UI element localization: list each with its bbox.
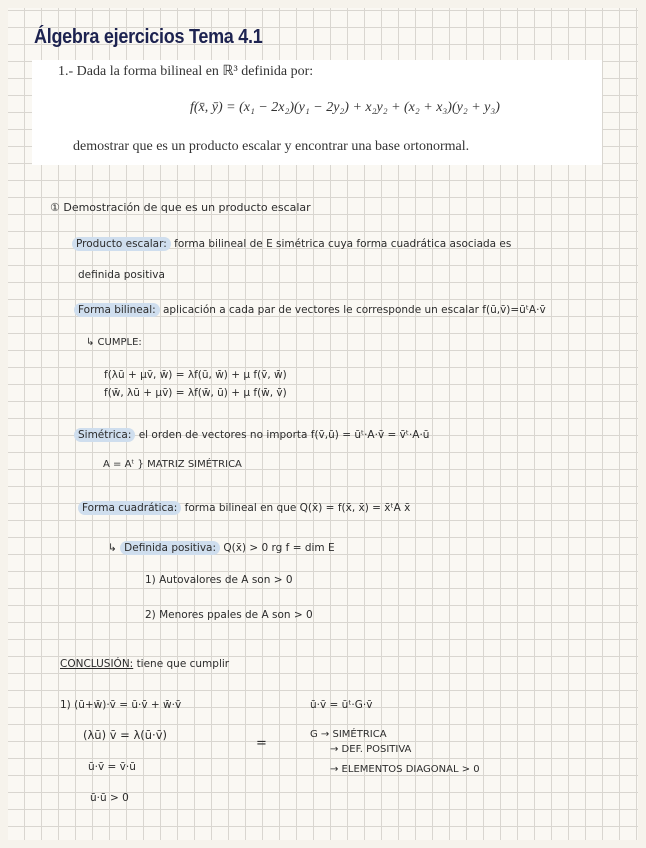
- problem-intro: 1.- Dada la forma bilineal en ℝ³ definida por:: [58, 64, 314, 79]
- simetrica-text: el orden de vectores no importa f(v̄,ū) = ūᵗ·A·v̄ = v̄ᵗ·A·ū: [138, 429, 430, 441]
- definida-positiva-text: Q(x̄) > 0 rg f = dim E: [223, 542, 335, 554]
- conclusion-eq-3: ū·v̄ = v̄·ū: [88, 761, 136, 773]
- cumple-formula-2: f(w̄, λū + μv̄) = λf(w̄, ū) + μ f(w̄, v̄): [104, 387, 287, 399]
- conclusion-text: tiene que cumplir: [136, 658, 230, 670]
- condition-1: 1) Autovalores de A son > 0: [145, 574, 293, 586]
- forma-cuadratica-label: Forma cuadrática:: [78, 501, 181, 515]
- arrow-icon: ↳: [108, 542, 117, 554]
- producto-escalar-text: forma bilineal de E simétrica cuya forma cuadrática asociada es: [174, 238, 512, 250]
- conclusion-eq-1: 1) (ū+w̄)·v̄ = ū·v̄ + w̄·v̄: [60, 699, 182, 711]
- condition-2: 2) Menores ppales de A son > 0: [145, 609, 313, 621]
- conclusion-label: CONCLUSIÓN:: [60, 658, 134, 670]
- right-eq-3: → DEF. POSITIVA: [330, 744, 412, 755]
- forma-bilineal-text: aplicación a cada par de vectores le corresponde un escalar f(ū,v̄)=ūᵗA·v̄: [163, 304, 546, 316]
- equals-sign: =: [256, 736, 267, 751]
- definida-positiva-label: Definida positiva:: [120, 541, 220, 555]
- cumple-formula-1: f(λū + μv̄, w̄) = λf(ū, w̄) + μ f(v̄, w̄): [104, 369, 287, 381]
- right-eq-2: G → SIMÉTRICA: [310, 729, 387, 740]
- producto-escalar-text-2: definida positiva: [78, 269, 165, 281]
- forma-cuadratica-text: forma bilineal en que Q(x̄) = f(x̄, x̄) = x̄ᵗA x̄: [184, 502, 411, 514]
- cumple-label: ↳ CUMPLE:: [86, 337, 142, 348]
- problem-task: demostrar que es un producto escalar y encontrar una base ortonormal.: [73, 139, 470, 154]
- right-eq-1: ū·v̄ = ūᵗ·G·v̄: [310, 699, 373, 711]
- right-eq-4: → ELEMENTOS DIAGONAL > 0: [330, 764, 480, 775]
- matriz-simetrica: A = Aᵗ } MATRIZ SIMÉTRICA: [103, 459, 242, 470]
- forma-bilineal-label: Forma bilineal:: [74, 303, 160, 317]
- page-title: Álgebra ejercicios Tema 4.1: [34, 26, 263, 48]
- conclusion-eq-4: ū·ū > 0: [90, 792, 129, 804]
- section-heading: ① Demostración de que es un producto escalar: [50, 201, 311, 214]
- simetrica-label: Simétrica:: [74, 428, 135, 442]
- problem-formula: f(x̄, ȳ) = (x₁ − 2x₂)(y₁ − 2y₂) + x₂y₂ + (x₂ + x₃)(y₂ + y₃): [190, 100, 500, 115]
- conclusion-eq-2: (λū) v̄ = λ(ū·v̄): [83, 728, 168, 742]
- producto-escalar-label: Producto escalar:: [72, 237, 171, 251]
